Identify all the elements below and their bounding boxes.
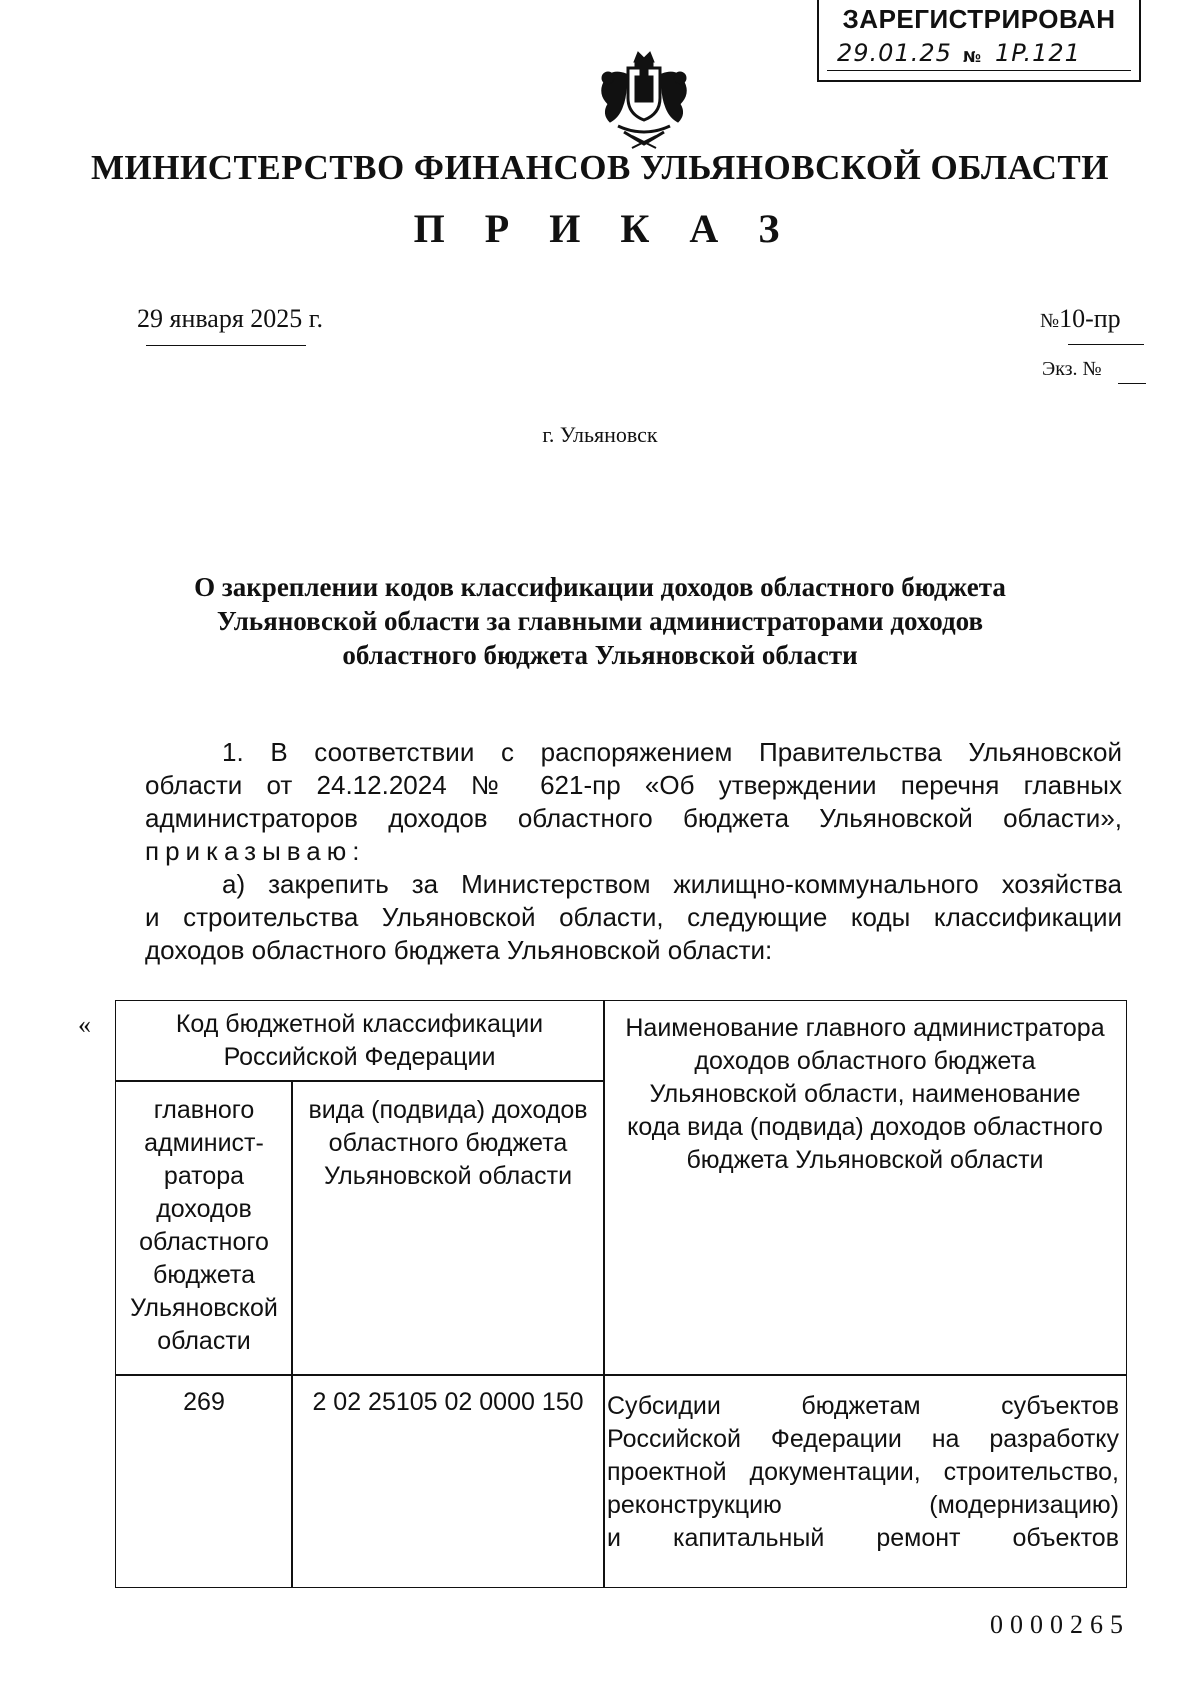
header-line: доходов bbox=[156, 1195, 252, 1223]
table-cell-name bbox=[607, 1390, 1119, 1555]
open-quote: « bbox=[78, 1010, 91, 1039]
header-line: Наименование главного администратора bbox=[625, 1014, 1105, 1042]
stamp-registration-line bbox=[827, 40, 1131, 71]
header-line: Ульяновской области, наименование bbox=[649, 1080, 1081, 1108]
serial-number: 0000265 bbox=[990, 1610, 1130, 1639]
order-title: П Р И К А З bbox=[413, 206, 795, 251]
stamp-number: 1P.121 bbox=[995, 39, 1081, 67]
header-line: областного бюджета bbox=[328, 1129, 568, 1157]
cell-line: проектной документации, строительство, bbox=[607, 1458, 1119, 1486]
registration-stamp bbox=[817, 0, 1141, 82]
order-date-underline bbox=[146, 345, 306, 346]
table-header-income-type bbox=[293, 1094, 603, 1193]
paragraph-line: приказываю: bbox=[145, 836, 366, 866]
header-line: Код бюджетной классификации bbox=[175, 1010, 544, 1038]
cell-line: Субсидии бюджетам субъектов bbox=[607, 1392, 1119, 1420]
order-number-label: № bbox=[1040, 310, 1060, 332]
order-date: 29 января 2025 г. bbox=[137, 304, 324, 333]
header-line: бюджета Ульяновской области bbox=[686, 1146, 1044, 1174]
order-number-underline bbox=[1068, 344, 1144, 345]
paragraph-line: администраторов доходов областного бюджета Ульяновской области», bbox=[145, 803, 1122, 833]
paragraph-line: 1. В соответствии с распоряжением Правительства Ульяновской bbox=[222, 737, 1122, 767]
header-line: ратора bbox=[163, 1162, 245, 1190]
table-header-group bbox=[115, 1008, 604, 1074]
order-subject bbox=[150, 570, 1050, 672]
paragraph-line: и строительства Ульяновской области, следующие коды классификации bbox=[145, 902, 1122, 932]
ministry-name: МИНИСТЕРСТВО ФИНАНСОВ УЛЬЯНОВСКОЙ ОБЛАСТИ bbox=[91, 148, 1109, 187]
order-number bbox=[1040, 304, 1121, 334]
header-line: главного bbox=[153, 1096, 255, 1124]
stamp-number-label: № bbox=[963, 48, 982, 66]
stamp-date: 29.01.25 bbox=[837, 39, 952, 67]
paragraph-1 bbox=[145, 736, 1122, 868]
cell-value: 2 02 25105 02 0000 150 bbox=[312, 1388, 584, 1416]
table-header-name bbox=[605, 1012, 1125, 1177]
header-line: области bbox=[157, 1327, 251, 1355]
order-number-value: 10-пр bbox=[1059, 304, 1121, 333]
cell-line: реконструкцию (модернизацию) bbox=[607, 1491, 1119, 1519]
table-divider bbox=[115, 1374, 1127, 1376]
order-subject-line: О закреплении кодов классификации доходов областного бюджета bbox=[194, 572, 1006, 602]
header-line: Российской Федерации bbox=[223, 1043, 496, 1071]
header-line: админист- bbox=[144, 1129, 264, 1157]
cell-line: и капитальный ремонт объектов bbox=[607, 1524, 1119, 1552]
order-subject-line: Ульяновской области за главными администраторами доходов bbox=[216, 606, 984, 636]
city: г. Ульяновск bbox=[542, 422, 658, 447]
header-line: вида (подвида) доходов bbox=[308, 1096, 588, 1124]
copy-number-underline bbox=[1118, 383, 1146, 384]
table-divider bbox=[115, 1080, 604, 1082]
coat-of-arms-icon bbox=[588, 48, 700, 152]
paragraph-line: а) закрепить за Министерством жилищно-коммунального хозяйства bbox=[222, 869, 1122, 899]
cell-line: Российской Федерации на разработку bbox=[607, 1425, 1119, 1453]
order-subject-line: областного бюджета Ульяновской области bbox=[342, 640, 858, 670]
paragraph-2 bbox=[145, 868, 1122, 967]
header-line: доходов областного бюджета bbox=[694, 1047, 1036, 1075]
table-header-admin bbox=[117, 1094, 291, 1358]
table-cell-income-code bbox=[293, 1386, 603, 1419]
header-line: Ульяновской bbox=[130, 1294, 278, 1322]
stamp-title: ЗАРЕГИСТРИРОВАН bbox=[842, 4, 1116, 34]
paragraph-line: доходов областного бюджета Ульяновской области: bbox=[145, 935, 773, 965]
table-cell-admin-code bbox=[117, 1386, 291, 1419]
header-line: бюджета bbox=[153, 1261, 255, 1289]
header-line: кода вида (подвида) доходов областного bbox=[627, 1113, 1103, 1141]
cell-value: 269 bbox=[183, 1388, 225, 1416]
header-line: Ульяновской области bbox=[323, 1162, 573, 1190]
header-line: областного bbox=[139, 1228, 269, 1256]
paragraph-line: области от 24.12.2024 № 621-пр «Об утверждении перечня главных bbox=[145, 770, 1122, 800]
copy-number-label: Экз. № bbox=[1042, 358, 1102, 380]
